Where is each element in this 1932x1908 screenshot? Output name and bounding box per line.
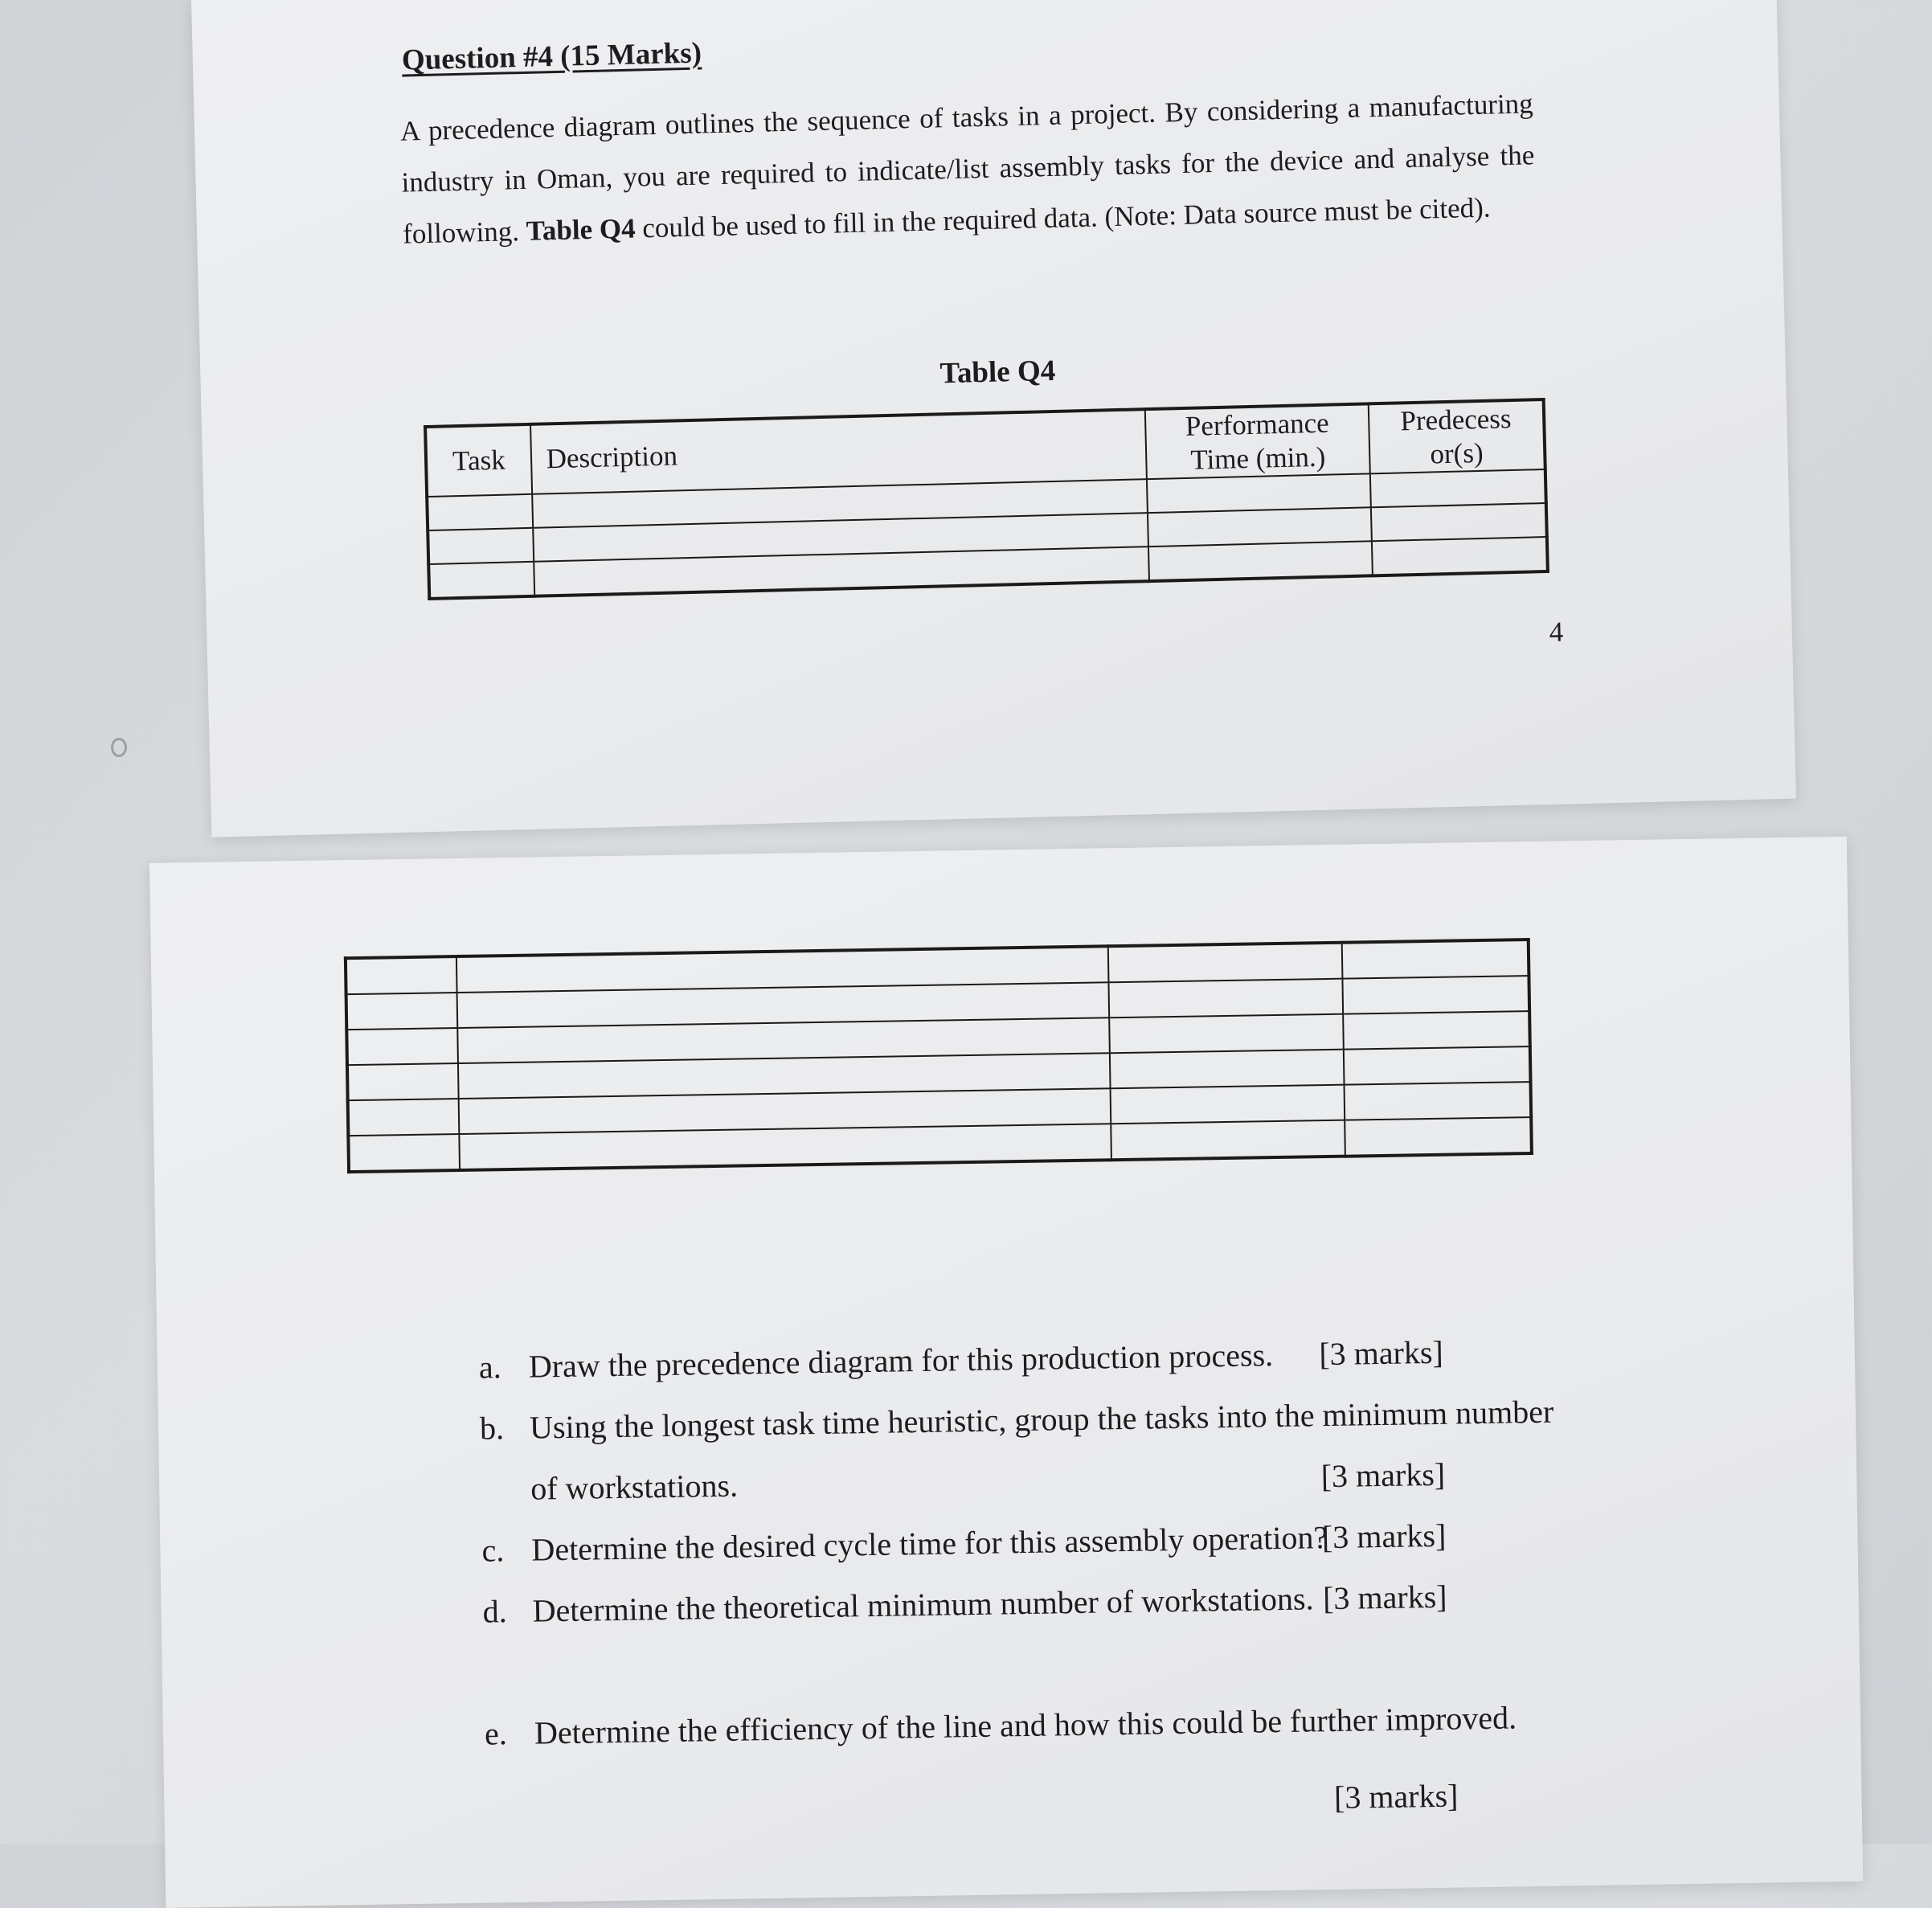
header-performance-time xyxy=(1145,403,1369,479)
intro-text-1: A precedence diagram outlines the sequence of tasks in a project. By considering a manufacturing industry in Oman, you are required to indicate/list assembly tasks for the device and analyse the following. xyxy=(399,88,1535,250)
table-cell xyxy=(346,1028,458,1065)
intro-text-2: could be used to fill in the required data. (Note: Data source must be cited). xyxy=(635,191,1491,244)
header-predecessor-line1: Predecess xyxy=(1400,403,1512,437)
table-cell xyxy=(1147,473,1370,513)
table-cell xyxy=(428,562,534,599)
table-cell xyxy=(348,1134,460,1172)
part-d-letter: d. xyxy=(482,1593,508,1630)
table-cell xyxy=(1371,537,1547,575)
intro-table-ref: Table Q4 xyxy=(526,212,636,247)
part-b-text: Using the longest task time heuristic, group the tasks into the minimum number xyxy=(529,1393,1554,1446)
table-cell xyxy=(348,1099,460,1136)
question-parts xyxy=(479,1331,1611,1840)
table-cell xyxy=(1342,940,1529,979)
table-cell xyxy=(1111,1120,1345,1161)
table-cell xyxy=(347,1063,459,1100)
table-q4-continued-body xyxy=(346,940,1532,1172)
header-predecessors xyxy=(1368,399,1545,473)
table-cell xyxy=(1148,541,1372,581)
table-cell xyxy=(1342,976,1529,1014)
table-cell xyxy=(1148,507,1371,547)
table-cell xyxy=(1370,503,1546,541)
table-cell xyxy=(1344,1046,1531,1085)
header-performance-line1: Performance xyxy=(1185,407,1330,442)
header-performance-line2: Time (min.) xyxy=(1189,440,1326,476)
question-title: Question #4 (15 Marks) xyxy=(401,36,702,77)
table-cell xyxy=(346,993,458,1030)
table-cell xyxy=(346,956,457,994)
table-cell xyxy=(1109,979,1343,1018)
part-b-letter: b. xyxy=(479,1410,505,1447)
table-cell xyxy=(1343,1011,1530,1050)
header-predecessor-line2: or(s) xyxy=(1430,436,1484,470)
part-c-letter: c. xyxy=(481,1532,505,1569)
table-cell xyxy=(1345,1117,1532,1157)
document-page-1 xyxy=(191,0,1796,837)
part-d-text: Determine the theoretical minimum number of workstations. xyxy=(532,1580,1314,1629)
part-b-continuation-text: of workstations. xyxy=(530,1467,739,1507)
table-cell xyxy=(1344,1082,1531,1120)
table-cell xyxy=(1108,943,1342,983)
part-a-letter: a. xyxy=(478,1349,502,1386)
table-cell xyxy=(1111,1085,1345,1124)
table-cell xyxy=(1369,469,1545,507)
header-description: Description xyxy=(530,409,1148,494)
table-cell xyxy=(1109,1014,1343,1054)
table-cell xyxy=(428,528,534,564)
part-e-marks: [3 marks] xyxy=(1333,1777,1459,1816)
edge-smudge xyxy=(111,738,127,757)
header-task: Task xyxy=(425,424,532,497)
document-page-2 xyxy=(149,837,1863,1908)
table-caption: Table Q4 xyxy=(939,354,1056,391)
part-a-marks: [3 marks] xyxy=(1319,1333,1444,1373)
table-cell xyxy=(1110,1050,1344,1089)
table-cell xyxy=(427,494,533,530)
page-number: 4 xyxy=(1549,616,1564,648)
table-q4-continued xyxy=(344,938,1533,1173)
part-e-letter: e. xyxy=(484,1715,508,1752)
part-d-marks: [3 marks] xyxy=(1322,1578,1447,1617)
part-a-text: Draw the precedence diagram for this production process. xyxy=(528,1337,1274,1385)
table-q4 xyxy=(424,398,1549,600)
part-b-marks: [3 marks] xyxy=(1320,1456,1446,1495)
question-intro xyxy=(399,78,1536,260)
part-e-text: Determine the efficiency of the line and how this could be further improved. xyxy=(534,1699,1517,1751)
part-c-marks: [3 marks] xyxy=(1321,1517,1447,1556)
part-c-text: Determine the desired cycle time for this assembly operation? xyxy=(531,1519,1328,1568)
